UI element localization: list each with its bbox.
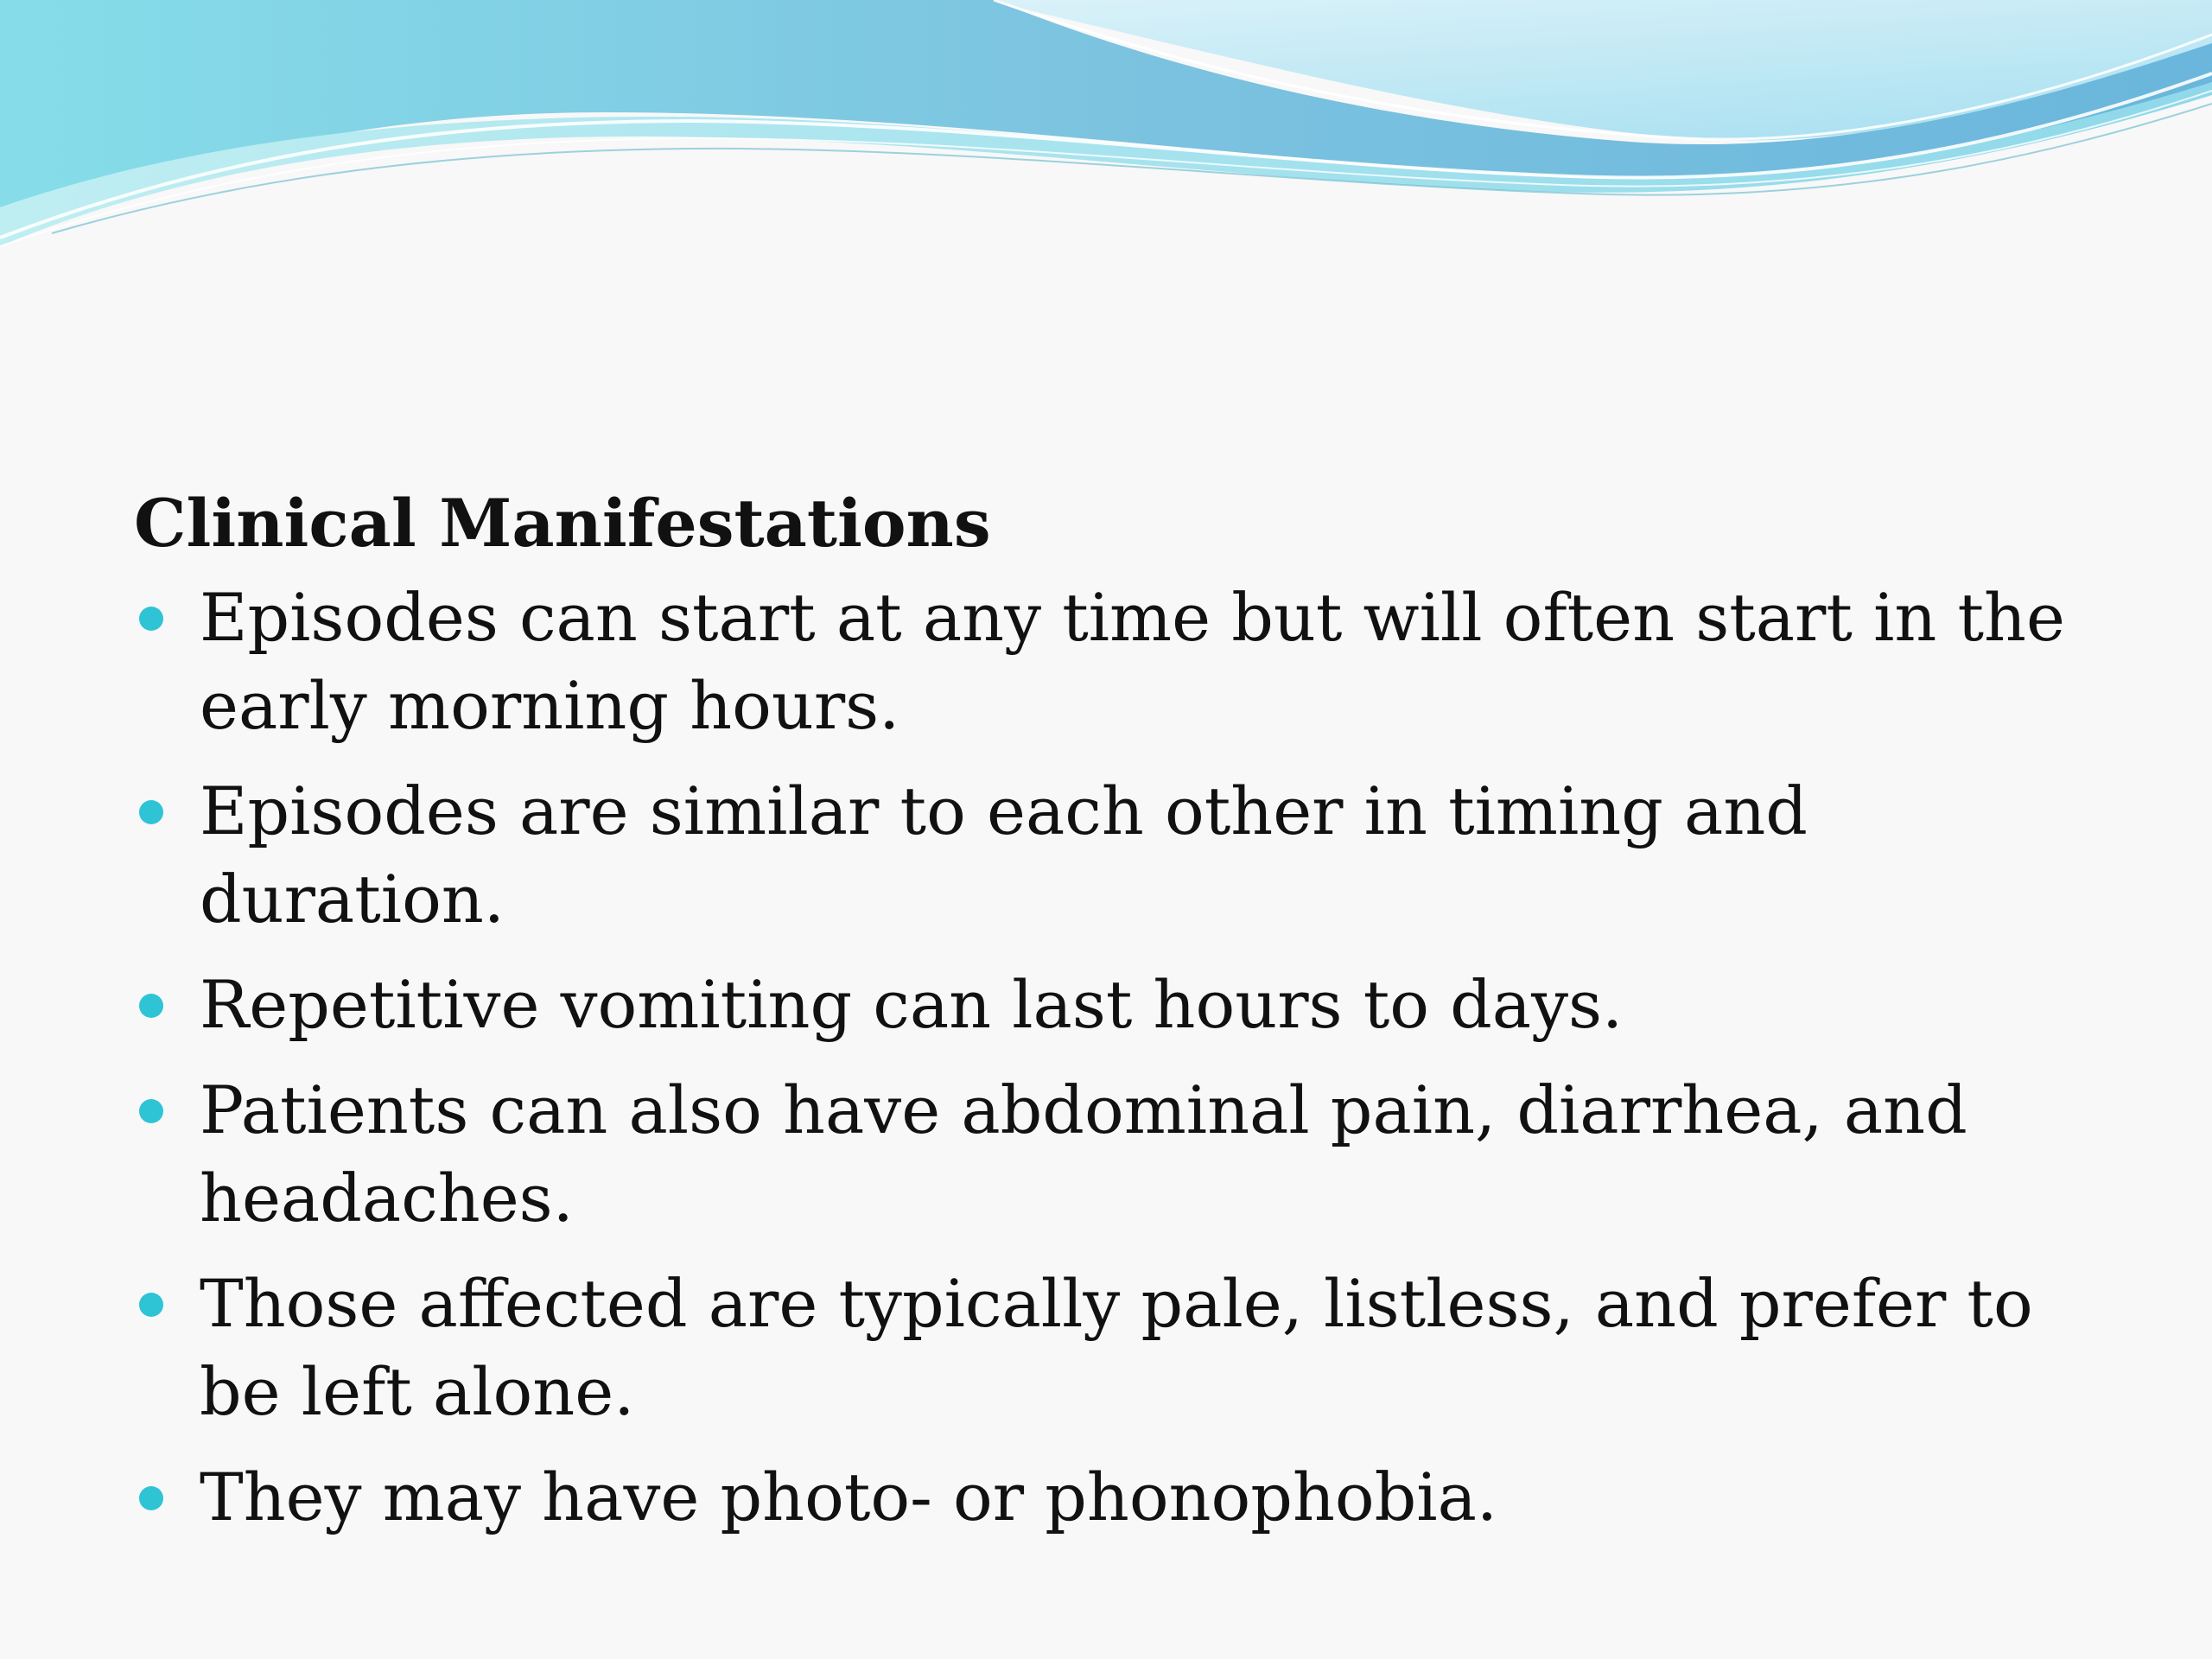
bullet-item: [134, 574, 2087, 750]
bullet-dot-icon: [139, 1099, 163, 1123]
bullet-text: Repetitive vomiting can last hours to days.: [200, 966, 1624, 1043]
bullet-text: Those affected are typically pale, listless, and prefer to be left alone.: [200, 1265, 2033, 1430]
bullet-item: [134, 767, 2087, 944]
bullet-list: [134, 574, 2087, 1541]
bullet-dot-icon: [139, 1486, 163, 1510]
header-wave-decoration: [0, 0, 2212, 259]
slide-content: [134, 484, 2087, 1559]
bullet-item: [134, 961, 2087, 1049]
bullet-text: Patients can also have abdominal pain, diarrhea, and headaches.: [200, 1071, 1967, 1236]
bullet-item: [134, 1453, 2087, 1541]
bullet-dot-icon: [139, 994, 163, 1018]
bullet-dot-icon: [139, 607, 163, 631]
bullet-text: Episodes are similar to each other in timing and duration.: [200, 772, 1808, 938]
bullet-item: [134, 1066, 2087, 1243]
slide-heading: Clinical Manifestations: [134, 485, 991, 562]
bullet-item: [134, 1260, 2087, 1436]
bullet-text: They may have photo- or phonophobia.: [200, 1459, 1498, 1535]
bullet-dot-icon: [139, 1293, 163, 1317]
bullet-dot-icon: [139, 800, 163, 824]
bullet-text: Episodes can start at any time but will often start in the early morning hours.: [200, 579, 2065, 744]
